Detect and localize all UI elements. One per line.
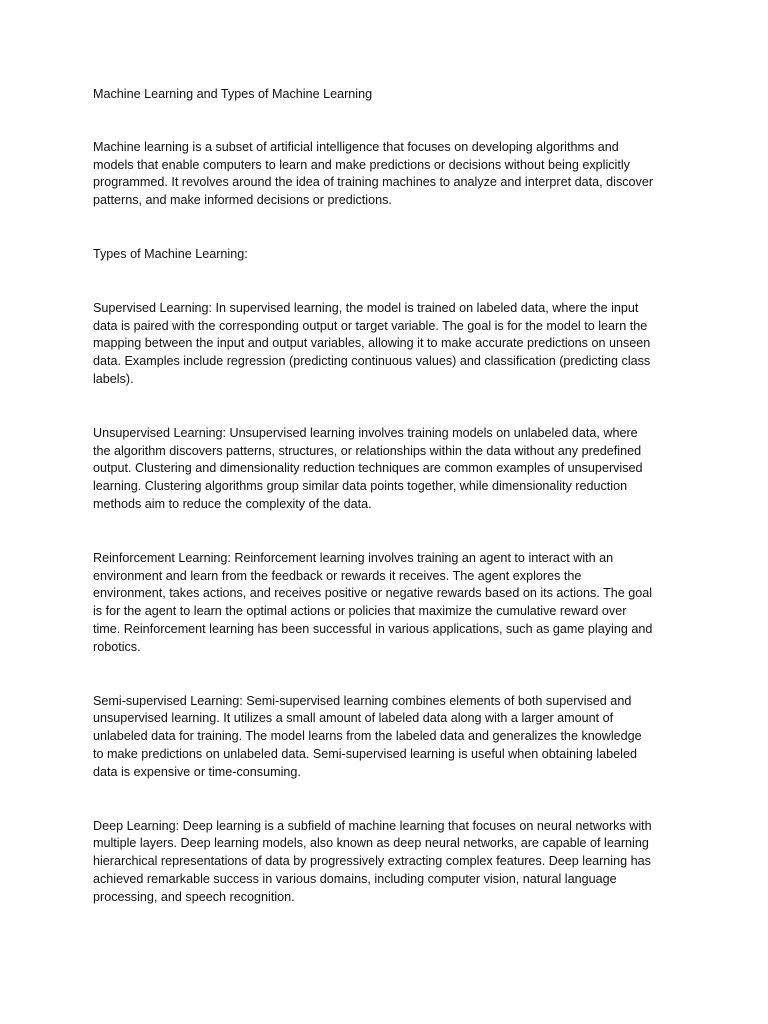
section-reinforcement: Reinforcement Learning: Reinforcement learning involves training an agent to interact with an environment and learn from the feedback or rewards it receives. The agent explores the environment, takes actions, and receives positive or negative rewards based on its actions. The goal is for the agent to learn the optimal actions or policies that maximize the cumulative reward over time. Reinforcement learning has been successful in various applications, such as game playing and robotics. (93, 550, 653, 654)
section-semi-supervised: Semi-supervised Learning: Semi-supervised learning combines elements of both supervised and unsupervised learning. It utilizes a small amount of labeled data along with a larger amount of unlabeled data for training. The model learns from the labeled data and generalizes the knowledge to make predictions on unlabeled data. Semi-supervised learning is useful when obtaining labeled data is expensive or time-consuming. (93, 693, 642, 779)
section-deep-learning: Deep Learning: Deep learning is a subfield of machine learning that focuses on neural networks with multiple layers. Deep learning models, also known as deep neural networks, are capable of learning hierarchical representations of data by progressively extracting complex features. Deep learning has achieved remarkable success in various domains, including computer vision, natural language processing, and speech recognition. (93, 818, 652, 904)
section-unsupervised: Unsupervised Learning: Unsupervised learning involves training models on unlabeled data, where the algorithm discovers patterns, structures, or relationships within the data without any predefined output. Clustering and dimensionality reduction techniques are common examples of unsupervised learning. Clustering algorithms group similar data points together, while dimensionality reduction methods aim to reduce the complexity of the data. (93, 425, 643, 511)
section-supervised: Supervised Learning: In supervised learning, the model is trained on labeled data, where the input data is paired with the corresponding output or target variable. The goal is for the model to learn the mapping between the input and output variables, allowing it to make accurate predictions on unseen data. Examples include regression (predicting continuous values) and classification (predicting class labels). (93, 300, 651, 386)
types-heading: Types of Machine Learning: (93, 246, 248, 261)
document-title: Machine Learning and Types of Machine Learning (93, 87, 373, 101)
document-page (93, 86, 683, 943)
intro-paragraph: Machine learning is a subset of artificial intelligence that focuses on developing algorithms and models that enable computers to learn and make predictions or decisions without being explicitly programmed. It revolves around the idea of training machines to analyze and interpret data, discover patterns, and make informed decisions or predictions. (93, 139, 654, 208)
